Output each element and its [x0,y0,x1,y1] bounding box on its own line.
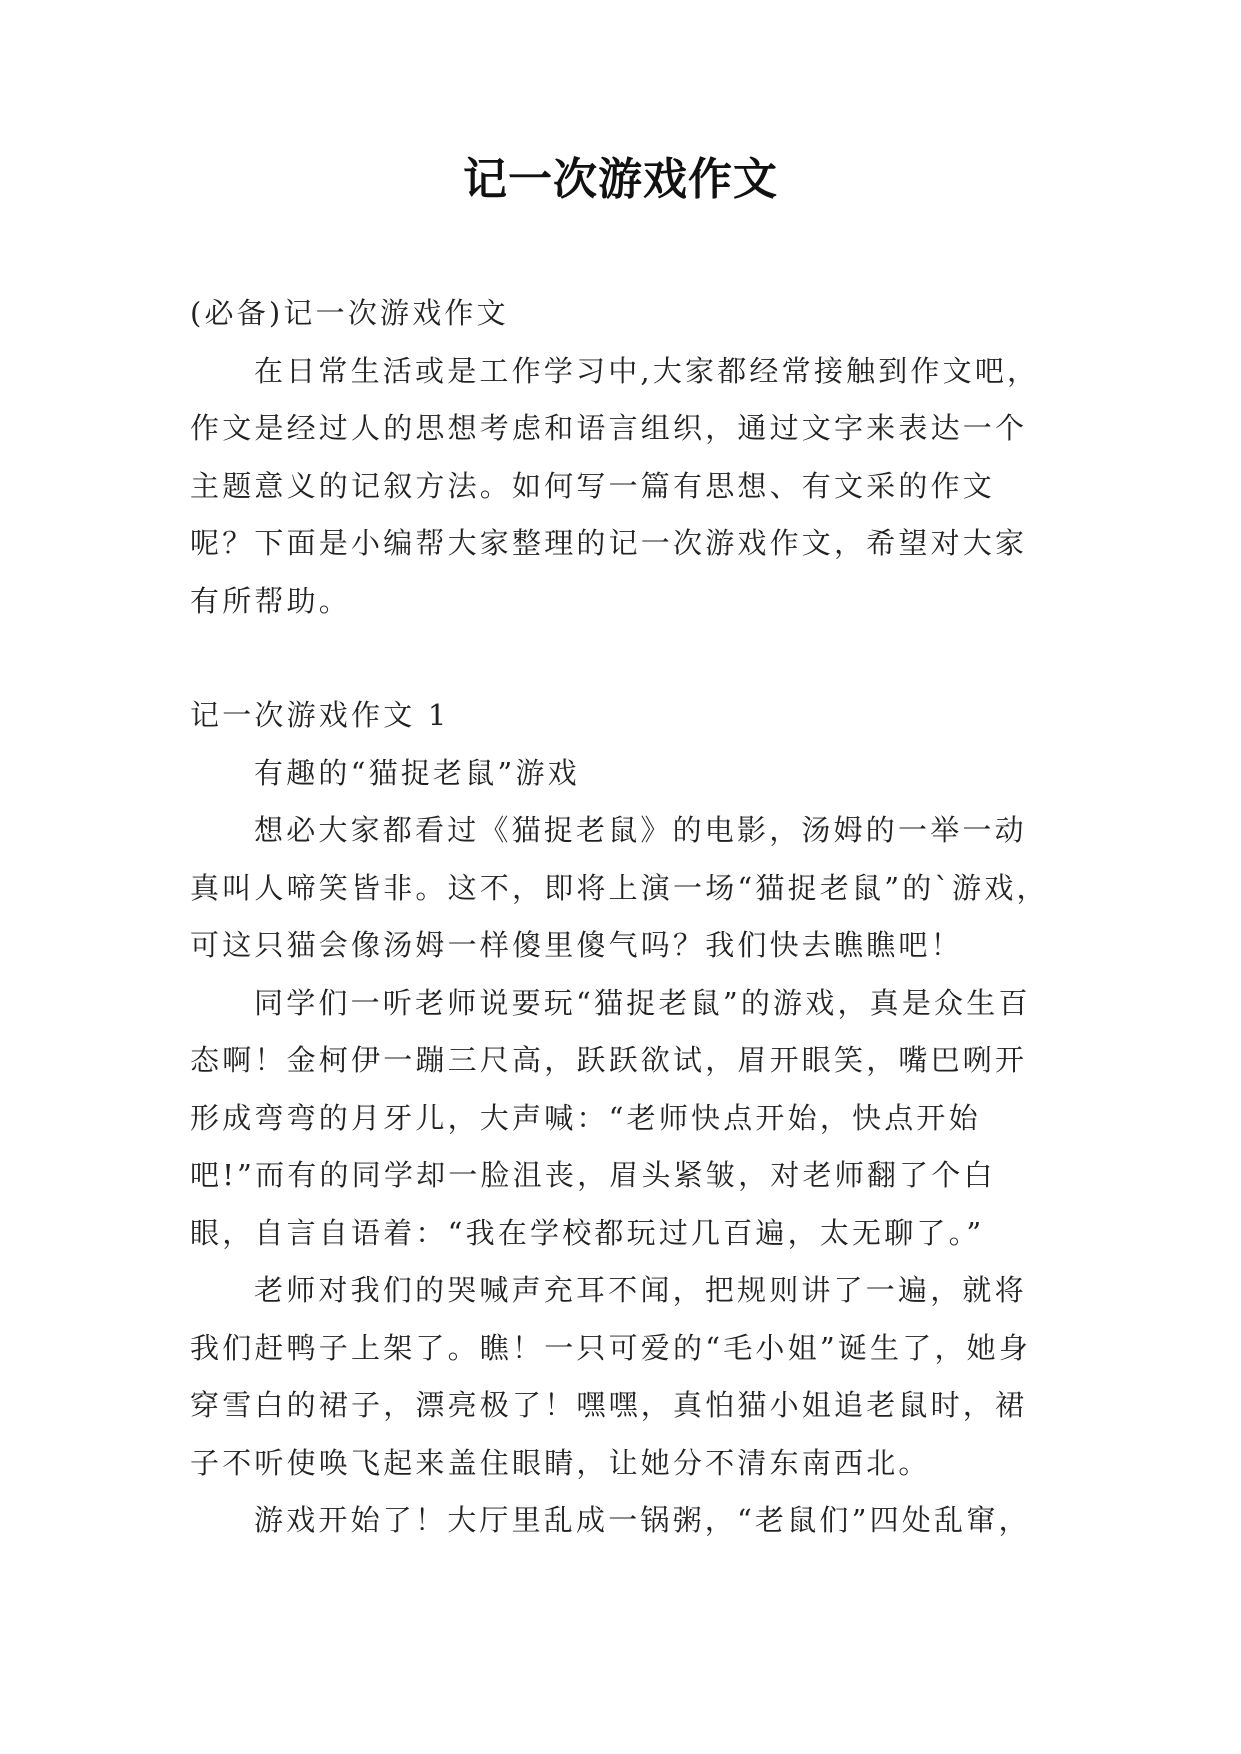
section-heading: 记一次游戏作文 1 [190,698,450,732]
intro-paragraph: 在日常生活或是工作学习中,大家都经常接触到作文吧，作文是经过人的思想考虑和语言组织，通过文字来表达一个主题意义的记叙方法。如何写一篇有思想、有文采的作文呢？下面是小编帮大家整理的记一次游戏作文，希望对大家有所帮助。 [190,353,1040,618]
essay-subtitle: 有趣的“猫捉老鼠”游戏 [254,755,580,790]
essay-paragraph: 同学们一听老师说要玩“猫捉老鼠”的游戏，真是众生百态啊！金柯伊一蹦三尺高，跃跃欲试，眉开眼笑，嘴巴咧开形成弯弯的月牙儿，大声喊：“老师快点开始，快点开始吧!”而有的同学却一脸沮丧，眉头紧皱，对老师翻了个白眼，自言自语着：“我在学校都玩过几百遍，太无聊了。” [190,985,1031,1250]
essay-paragraph: 老师对我们的哭喊声充耳不闻，把规则讲了一遍，就将我们赶鸭子上架了。瞧！一只可爱的“毛小姐”诞生了，她身穿雪白的裙子，漂亮极了！嘿嘿，真怕猫小姐追老鼠时，裙子不听使唤飞起来盖住眼睛，让她分不清东南西北。 [190,1273,1032,1480]
intro-heading: (必备)记一次游戏作文 [190,296,509,330]
document-title: 记一次游戏作文 [463,154,778,205]
essay-paragraph: 想必大家都看过《猫捉老鼠》的电影，汤姆的一举一动真叫人啼笑皆非。这不，即将上演一场“猫捉老鼠”的`游戏，可这只猫会像汤姆一样傻里傻气吗？我们快去瞧瞧吧！ [190,813,1049,962]
document-body [190,285,1050,1550]
section-spacer [190,630,1050,687]
essay-paragraph: 游戏开始了！大厅里乱成一锅粥，“老鼠们”四处乱窜， [254,1503,1031,1537]
